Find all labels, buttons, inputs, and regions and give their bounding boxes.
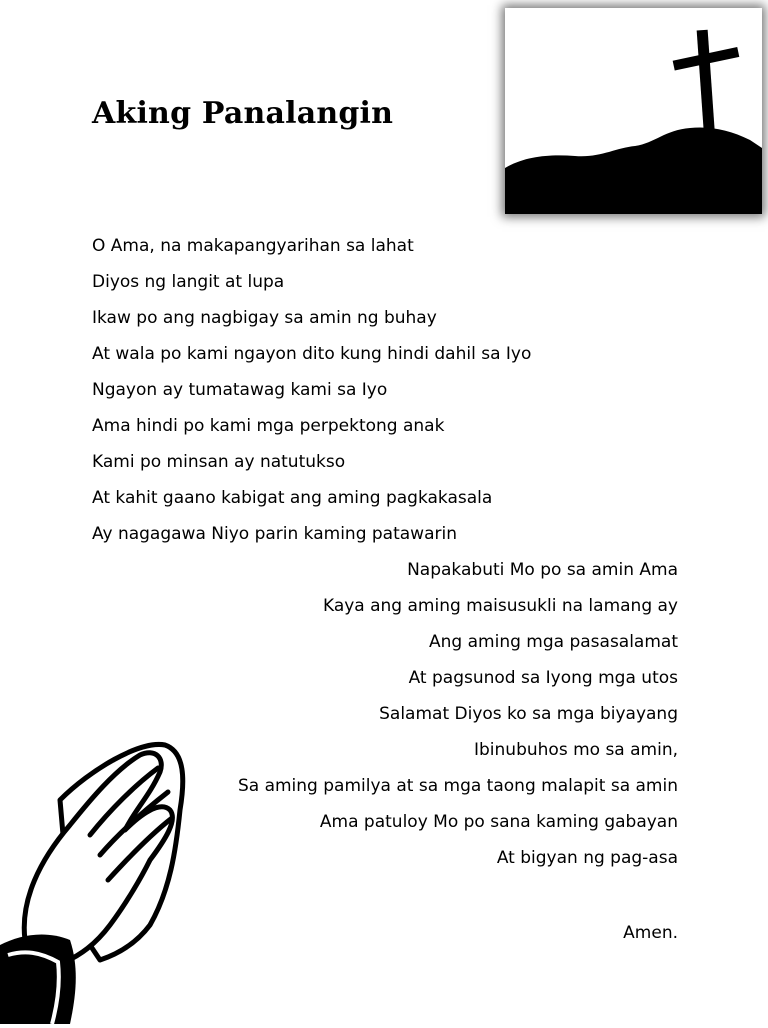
prayer-line: Ay nagagawa Niyo parin kaming patawarin: [92, 524, 457, 544]
prayer-line: Ama patuloy Mo po sana kaming gabayan: [319, 812, 678, 832]
prayer-line: Salamat Diyos ko sa mga biyayang: [379, 704, 678, 724]
prayer-line: Ama hindi po kami mga perpektong anak: [92, 416, 445, 436]
prayer-line: Ngayon ay tumatawag kami sa Iyo: [92, 380, 388, 400]
prayer-line: Ibinubuhos mo sa amin,: [474, 740, 678, 760]
prayer-line: At wala po kami ngayon dito kung hindi dahil sa Iyo: [92, 344, 532, 364]
prayer-line: At kahit gaano kabigat ang aming pagkakasala: [92, 488, 493, 508]
prayer-line: Napakabuti Mo po sa amin Ama: [407, 560, 678, 580]
closing-amen: Amen.: [623, 923, 678, 943]
prayer-line: Ikaw po ang nagbigay sa amin ng buhay: [92, 308, 437, 328]
praying-hands-icon: [0, 740, 200, 1028]
prayer-line: Sa aming pamilya at sa mga taong malapit sa amin: [237, 776, 678, 796]
prayer-line: At bigyan ng pag-asa: [496, 848, 678, 868]
prayer-line: Kami po minsan ay natutukso: [92, 452, 346, 472]
prayer-line: Ang aming mga pasasalamat: [429, 632, 678, 652]
prayer-line: Kaya ang aming maisusukli na lamang ay: [322, 596, 678, 616]
prayer-line: O Ama, na makapangyarihan sa lahat: [92, 236, 414, 256]
prayer-line: Diyos ng langit at lupa: [92, 272, 285, 292]
page-title: Aking Panalangin: [92, 96, 394, 131]
prayer-line: At pagsunod sa Iyong mga utos: [408, 668, 678, 688]
